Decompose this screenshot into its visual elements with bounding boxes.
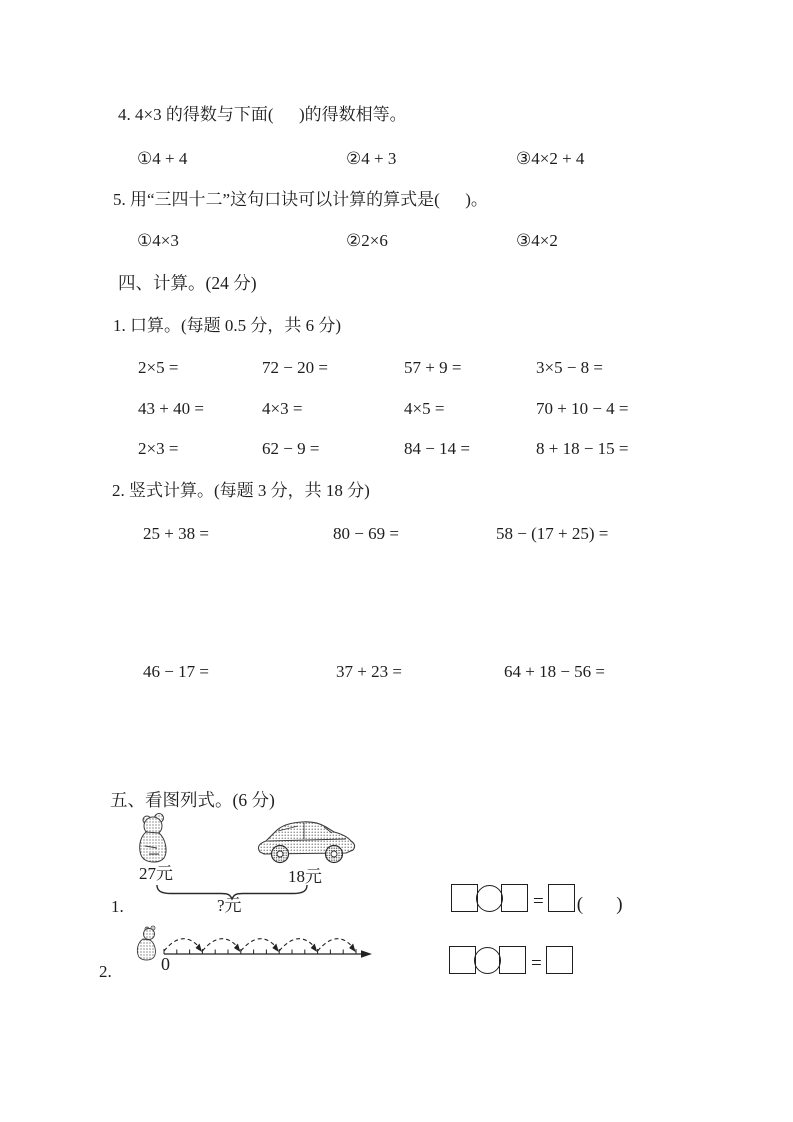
answer-square	[501, 884, 528, 912]
oral-cell: 4×3 =	[262, 399, 303, 418]
oral-cell: 2×3 =	[138, 439, 179, 458]
unit-paren-blank: ( )	[576, 893, 623, 915]
price-right-label: 18元	[288, 867, 322, 886]
equals-sign: =	[533, 890, 544, 912]
question-5-option-2: ②2×6	[346, 231, 388, 250]
total-question-label: ?元	[217, 896, 242, 915]
answer-square	[449, 946, 476, 974]
vertical-cell: 37 + 23 =	[336, 662, 402, 681]
oral-cell: 72 − 20 =	[262, 358, 328, 377]
operator-circle	[474, 947, 501, 974]
question-4-option-2: ②4 + 3	[346, 149, 397, 168]
oral-cell: 84 − 14 =	[404, 439, 470, 458]
oral-cell: 62 − 9 =	[262, 439, 320, 458]
equals-sign: =	[531, 952, 542, 974]
toy-doll-image	[137, 812, 173, 866]
number-line-zero-label: 0	[161, 954, 170, 974]
answer-square	[548, 884, 575, 912]
question-4-text: 4. 4×3 的得数与下面( )的得数相等。	[118, 105, 407, 124]
question-5-option-1: ①4×3	[137, 231, 179, 250]
toy-car-image	[254, 816, 358, 866]
oral-calc-title: 1. 口算。(每题 0.5 分，共 6 分)	[113, 316, 342, 335]
oral-cell: 2×5 =	[138, 358, 179, 377]
oral-cell: 4×5 =	[404, 399, 445, 418]
question-5-option-3: ③4×2	[516, 231, 558, 250]
oral-cell: 57 + 9 =	[404, 358, 462, 377]
operator-circle	[476, 885, 503, 912]
oral-cell: 70 + 10 − 4 =	[536, 399, 629, 418]
vertical-cell: 58 − (17 + 25) =	[496, 524, 609, 543]
vertical-cell: 46 − 17 =	[143, 662, 209, 681]
vertical-cell: 25 + 38 =	[143, 524, 209, 543]
pic-item-1-number: 1.	[111, 897, 124, 916]
number-line	[158, 922, 383, 960]
section-5-title: 五、看图列式。(6 分)	[110, 790, 275, 810]
answer-boxes-row-1	[451, 883, 623, 913]
question-4-option-3: ③4×2 + 4	[516, 149, 585, 168]
answer-boxes-row-2	[449, 945, 573, 975]
answer-square	[499, 946, 526, 974]
price-left-label: 27元	[139, 864, 173, 883]
vertical-cell: 80 − 69 =	[333, 524, 399, 543]
vertical-cell: 64 + 18 − 56 =	[504, 662, 606, 681]
section-4-title: 四、计算。(24 分)	[118, 273, 257, 293]
pic-item-2-number: 2.	[99, 962, 112, 981]
oral-cell: 43 + 40 =	[138, 399, 204, 418]
answer-square	[451, 884, 478, 912]
answer-square	[546, 946, 573, 974]
oral-cell: 3×5 − 8 =	[536, 358, 604, 377]
vertical-calc-title: 2. 竖式计算。(每题 3 分，共 18 分)	[112, 481, 370, 500]
oral-cell: 8 + 18 − 15 =	[536, 439, 629, 458]
question-4-option-1: ①4 + 4	[137, 149, 188, 168]
question-5-text: 5. 用“三四十二”这句口诀可以计算的算式是( )。	[113, 190, 488, 209]
